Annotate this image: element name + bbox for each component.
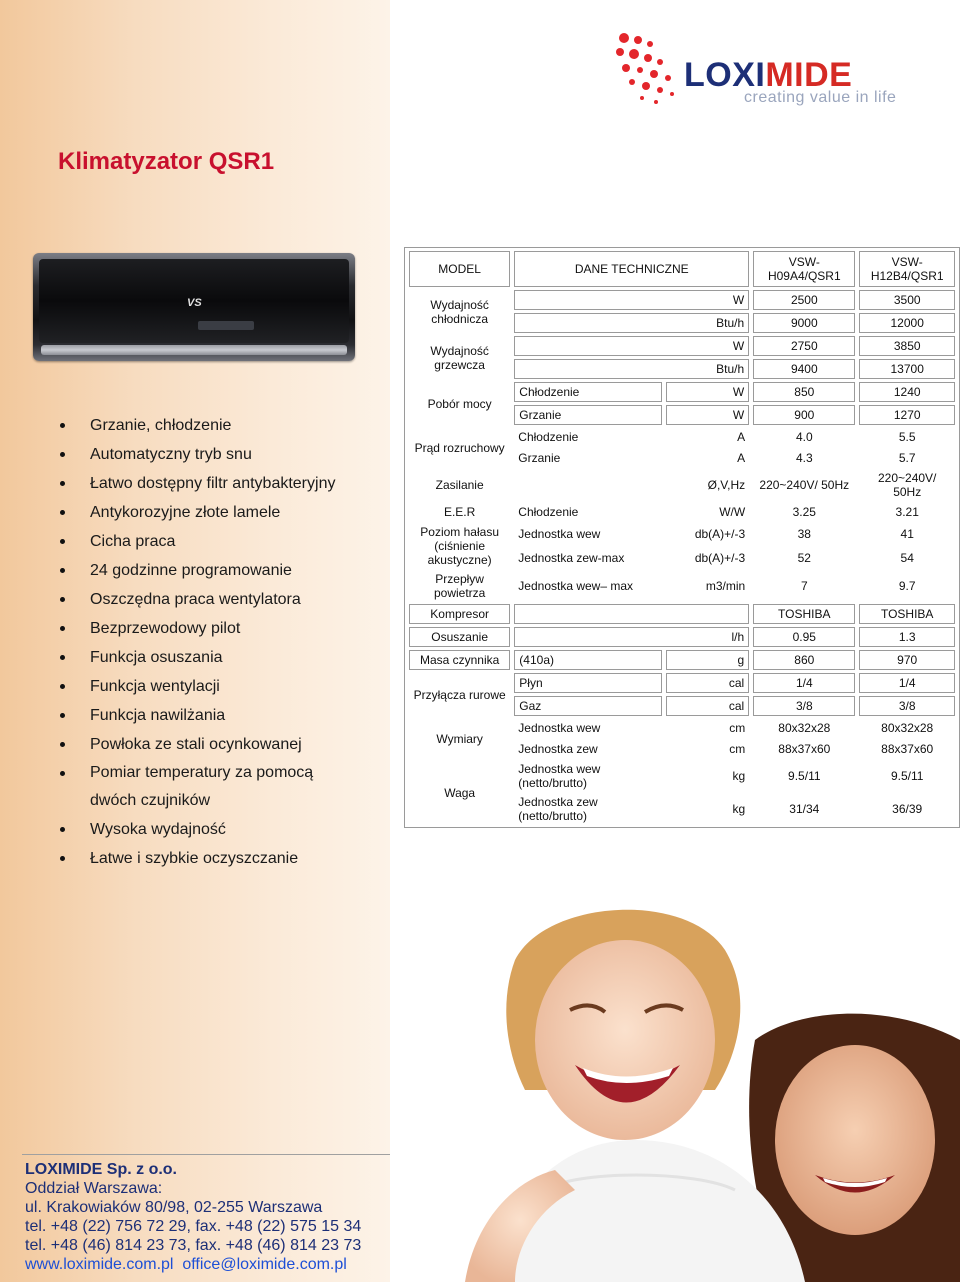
unit-cell: W <box>514 336 749 356</box>
feature-list <box>60 411 350 873</box>
unit-cell: W <box>666 382 749 402</box>
value-cell: 80x32x28 <box>778 721 831 735</box>
value-cell: 220~240V/ 50Hz <box>759 478 850 492</box>
sub-cell: Jednostka wew <box>518 721 601 735</box>
value-cell: 5.7 <box>898 451 916 465</box>
empty-cell <box>514 604 749 624</box>
phone-line-1: tel. +48 (22) 756 72 29, fax. +48 (22) 575 15 34 <box>25 1218 362 1235</box>
branch-label: Oddział Warszawa: <box>25 1180 163 1197</box>
row-label: Przepływ powietrza <box>433 572 486 600</box>
header-model-2: VSW-H12B4/QSR1 <box>859 251 955 287</box>
feature-item: Bezprzewodowy pilot <box>60 614 350 643</box>
value-cell: 220~240V/ 50Hz <box>878 471 937 499</box>
value-cell: 9.5/11 <box>890 769 924 783</box>
value-cell: 850 <box>753 382 855 402</box>
value-cell: 88x37x60 <box>881 742 934 756</box>
table-row <box>409 428 955 446</box>
loximide-logo <box>612 28 912 112</box>
company-name: LOXIMIDE Sp. z o.o. <box>25 1161 177 1178</box>
sub-cell: Jednostka zew-max <box>518 550 625 565</box>
unit-cell: cm <box>729 721 746 735</box>
unit-cell: W <box>514 290 749 310</box>
unit-cell: Btu/h <box>514 313 749 333</box>
header-model: MODEL <box>409 251 510 287</box>
feature-item: Funkcja osuszania <box>60 643 350 672</box>
value-cell: TOSHIBA <box>859 604 955 624</box>
value-cell: 13700 <box>859 359 955 379</box>
table-row <box>409 627 955 647</box>
value-cell: 3/8 <box>753 696 855 716</box>
row-label: Osuszanie <box>409 627 510 647</box>
spec-table <box>404 247 960 828</box>
footer-divider <box>22 1154 390 1155</box>
table-row <box>409 524 955 545</box>
feature-item: Łatwo dostępny filtr antybakteryjny <box>60 469 350 498</box>
value-cell: 1/4 <box>859 673 955 693</box>
unit-cell: A <box>737 430 746 444</box>
feature-item: Funkcja wentylacji <box>60 672 350 701</box>
value-cell: 38 <box>797 527 811 542</box>
sub-cell: Jednostka wew (netto/brutto) <box>518 762 601 790</box>
sub-cell: Chłodzenie <box>518 505 579 519</box>
table-row <box>409 673 955 693</box>
logo-wordmark: LOXIMIDE <box>684 56 853 94</box>
value-cell: 4.3 <box>795 451 813 465</box>
feature-item: Automatyczny tryb snu <box>60 440 350 469</box>
logo-tagline: creating value in life <box>744 89 897 106</box>
value-cell: 860 <box>753 650 855 670</box>
value-cell: 3500 <box>859 290 955 310</box>
feature-item: Powłoka ze stali ocynkowanej <box>60 730 350 759</box>
value-cell: 1/4 <box>753 673 855 693</box>
unit-cell: Ø,V,Hz <box>707 478 746 492</box>
value-cell: 970 <box>859 650 955 670</box>
feature-item: Pomiar temperatury za pomocą dwóch czujników <box>60 759 350 815</box>
sub-cell: (410a) <box>514 650 662 670</box>
unit-cell: kg <box>732 769 746 783</box>
unit-cell: m3/min <box>705 579 746 593</box>
value-cell: 36/39 <box>892 802 923 816</box>
table-row <box>409 761 955 791</box>
row-label: Zasilanie <box>435 478 484 492</box>
table-row <box>409 503 955 521</box>
sub-cell: Chłodzenie <box>518 430 579 444</box>
value-cell: TOSHIBA <box>753 604 855 624</box>
header-model-1: VSW-H09A4/QSR1 <box>753 251 855 287</box>
unit-cell: l/h <box>514 627 749 647</box>
contact-block <box>25 1160 361 1274</box>
unit-brand-label: VS <box>187 297 202 309</box>
unit-cell: db(A)+/-3 <box>694 550 746 565</box>
value-cell: 52 <box>797 550 811 565</box>
value-cell: 3/8 <box>859 696 955 716</box>
row-label: Przyłącza rurowe <box>413 687 506 702</box>
feature-item: Oszczędna praca wentylatora <box>60 585 350 614</box>
row-label: Poziom hałasu (ciśnienie akustyczne) <box>420 525 499 567</box>
logo-dots-icon <box>612 28 682 108</box>
website-link[interactable]: www.loximide.com.pl <box>25 1256 174 1273</box>
feature-item: 24 godzinne programowanie <box>60 556 350 585</box>
value-cell: 54 <box>900 550 914 565</box>
air-conditioner-image <box>33 253 355 361</box>
table-row <box>409 604 955 624</box>
unit-cell: db(A)+/-3 <box>694 527 746 542</box>
value-cell: 9.7 <box>898 579 916 593</box>
row-label: Prąd rozruchowy <box>414 440 505 455</box>
table-header-row <box>409 251 955 287</box>
value-cell: 2750 <box>753 336 855 356</box>
table-row <box>409 382 955 402</box>
table-row <box>409 650 955 670</box>
header-tech: DANE TECHNICZNE <box>514 251 749 287</box>
unit-cell: Btu/h <box>514 359 749 379</box>
unit-cell: A <box>737 451 746 465</box>
unit-vent <box>41 345 347 355</box>
value-cell: 1240 <box>859 382 955 402</box>
feature-item: Łatwe i szybkie oczyszczanie <box>60 844 350 873</box>
unit-display-icon <box>198 321 254 330</box>
value-cell: 9400 <box>753 359 855 379</box>
value-cell: 41 <box>900 527 914 542</box>
value-cell: 900 <box>753 405 855 425</box>
table-row <box>409 719 955 737</box>
unit-cell: cal <box>666 696 749 716</box>
sub-cell: Gaz <box>514 696 662 716</box>
unit-cell: kg <box>732 802 746 816</box>
sub-cell: Jednostka zew <box>518 742 598 756</box>
web-links <box>25 1255 361 1274</box>
value-cell: 3.21 <box>895 505 919 519</box>
value-cell: 9000 <box>753 313 855 333</box>
unit-cell: cm <box>729 742 746 756</box>
row-label: Waga <box>444 785 476 800</box>
unit-cell: W <box>666 405 749 425</box>
table-row <box>409 336 955 356</box>
sub-cell: Grzanie <box>514 405 662 425</box>
value-cell: 7 <box>800 579 808 593</box>
sub-cell: Jednostka wew– max <box>518 579 634 593</box>
table-row <box>409 290 955 310</box>
sub-cell: Grzanie <box>518 451 561 465</box>
value-cell: 1270 <box>859 405 955 425</box>
value-cell: 1.3 <box>859 627 955 647</box>
row-label: Masa czynnika <box>409 650 510 670</box>
row-label: Kompresor <box>409 604 510 624</box>
value-cell: 31/34 <box>789 802 820 816</box>
page-title: Klimatyzator QSR1 <box>58 148 275 175</box>
value-cell: 3.25 <box>792 505 816 519</box>
value-cell: 80x32x28 <box>881 721 934 735</box>
table-row <box>409 571 955 601</box>
unit-cell: g <box>666 650 749 670</box>
unit-cell: cal <box>666 673 749 693</box>
email-link[interactable]: office@loximide.com.pl <box>182 1256 347 1273</box>
value-cell: 0.95 <box>753 627 855 647</box>
row-label: Wymiary <box>436 731 483 746</box>
value-cell: 9.5/11 <box>788 769 821 783</box>
address: ul. Krakowiaków 80/98, 02-255 Warszawa <box>25 1199 323 1216</box>
value-cell: 12000 <box>859 313 955 333</box>
footer <box>0 1152 960 1282</box>
unit-cell: W/W <box>719 505 746 519</box>
sub-cell: Płyn <box>514 673 662 693</box>
feature-item: Antykorozyjne złote lamele <box>60 498 350 527</box>
feature-item: Grzanie, chłodzenie <box>60 411 350 440</box>
value-cell: 88x37x60 <box>778 742 831 756</box>
table-row <box>409 470 955 500</box>
value-cell: 3850 <box>859 336 955 356</box>
row-label: E.E.R <box>443 505 476 519</box>
feature-item: Wysoka wydajność <box>60 815 350 844</box>
sub-cell: Chłodzenie <box>514 382 662 402</box>
feature-item: Cicha praca <box>60 527 350 556</box>
sub-cell: Jednostka zew (netto/brutto) <box>518 795 598 823</box>
value-cell: 5.5 <box>898 430 916 444</box>
sub-cell: Jednostka wew <box>518 527 601 542</box>
row-label: Wydajność grzewcza <box>430 343 489 372</box>
phone-line-2: tel. +48 (46) 814 23 73, fax. +48 (46) 814 23 73 <box>25 1237 362 1254</box>
row-label: Wydajność chłodnicza <box>430 297 489 326</box>
feature-item: Funkcja nawilżania <box>60 701 350 730</box>
value-cell: 2500 <box>753 290 855 310</box>
row-label: Pobór mocy <box>427 396 492 411</box>
value-cell: 4.0 <box>795 430 813 444</box>
